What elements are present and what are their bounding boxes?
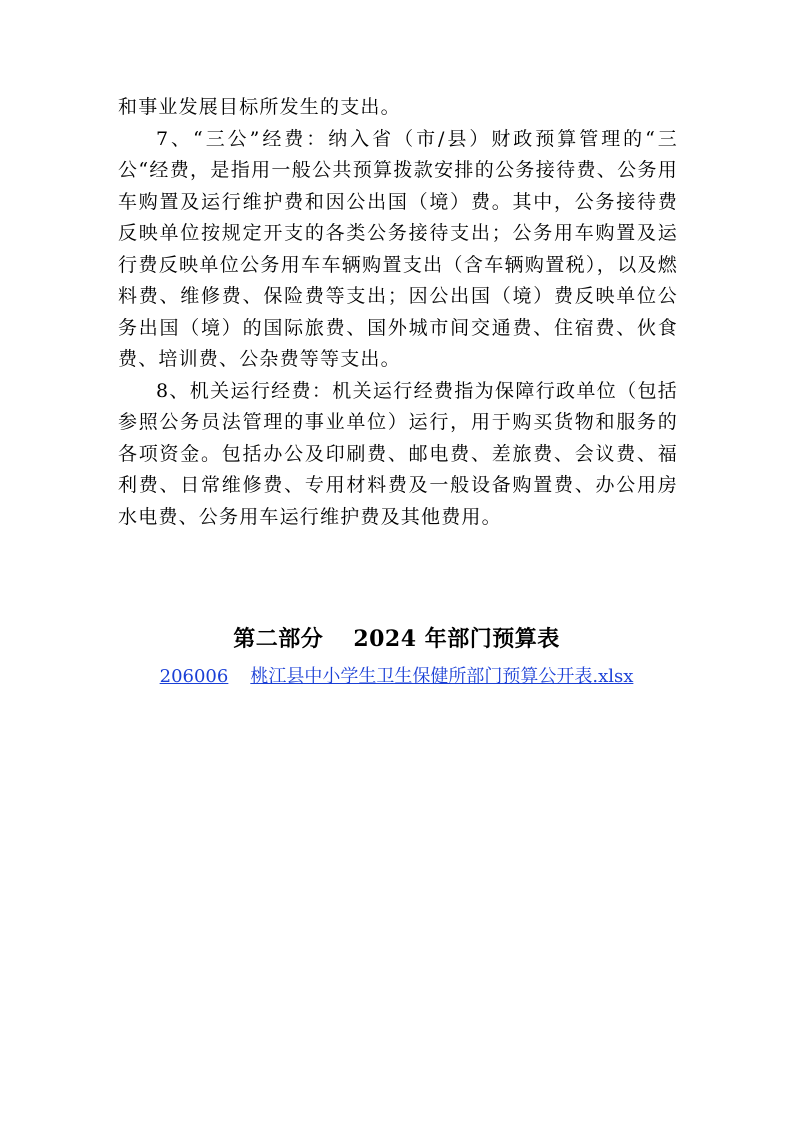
paragraph-item-7-three-public-expenses: 7、“三公”经费：纳入省（市/县）财政预算管理的“三公“经费，是指用一般公共预算拨款安排的公务接待费、公务用车购置及运行维护费和因公出国（境）费。其中，公务接待费反映单位按规定开支的各类公务接待支出；公务用车购置及运行费反映单位公务用车车辆购置支出（含车辆购置税），以及燃料费、维修费、保险费等支出；因公出国（境）费反映单位公务出国（境）的国际旅费、国外城市间交通费、住宿费、伙食费、培训费、公杂费等等支出。	[118, 127, 678, 370]
attachment-filename: 桃江县中小学生卫生保健所部门预算公开表.xlsx	[250, 666, 634, 687]
document-body	[118, 92, 678, 533]
section-heading	[0, 622, 793, 653]
attachment-code: 206006	[159, 666, 229, 687]
attachment-link-line	[0, 662, 793, 688]
paragraph-continuation: 和事业发展目标所发生的支出。	[118, 96, 401, 118]
paragraph-item-8-office-operating-expenses: 8、机关运行经费：机关运行经费指为保障行政单位（包括参照公务员法管理的事业单位）运行，用于购买货物和服务的各项资金。包括办公及印刷费、邮电费、差旅费、会议费、福利费、日常维修费、专用材料费及一般设备购置费、办公用房水电费、公务用车运行维护费及其他费用。	[118, 379, 678, 528]
section-heading-title: 2024 年部门预算表	[353, 626, 560, 652]
attachment-link[interactable]	[160, 666, 634, 687]
section-heading-part: 第二部分	[233, 626, 324, 652]
